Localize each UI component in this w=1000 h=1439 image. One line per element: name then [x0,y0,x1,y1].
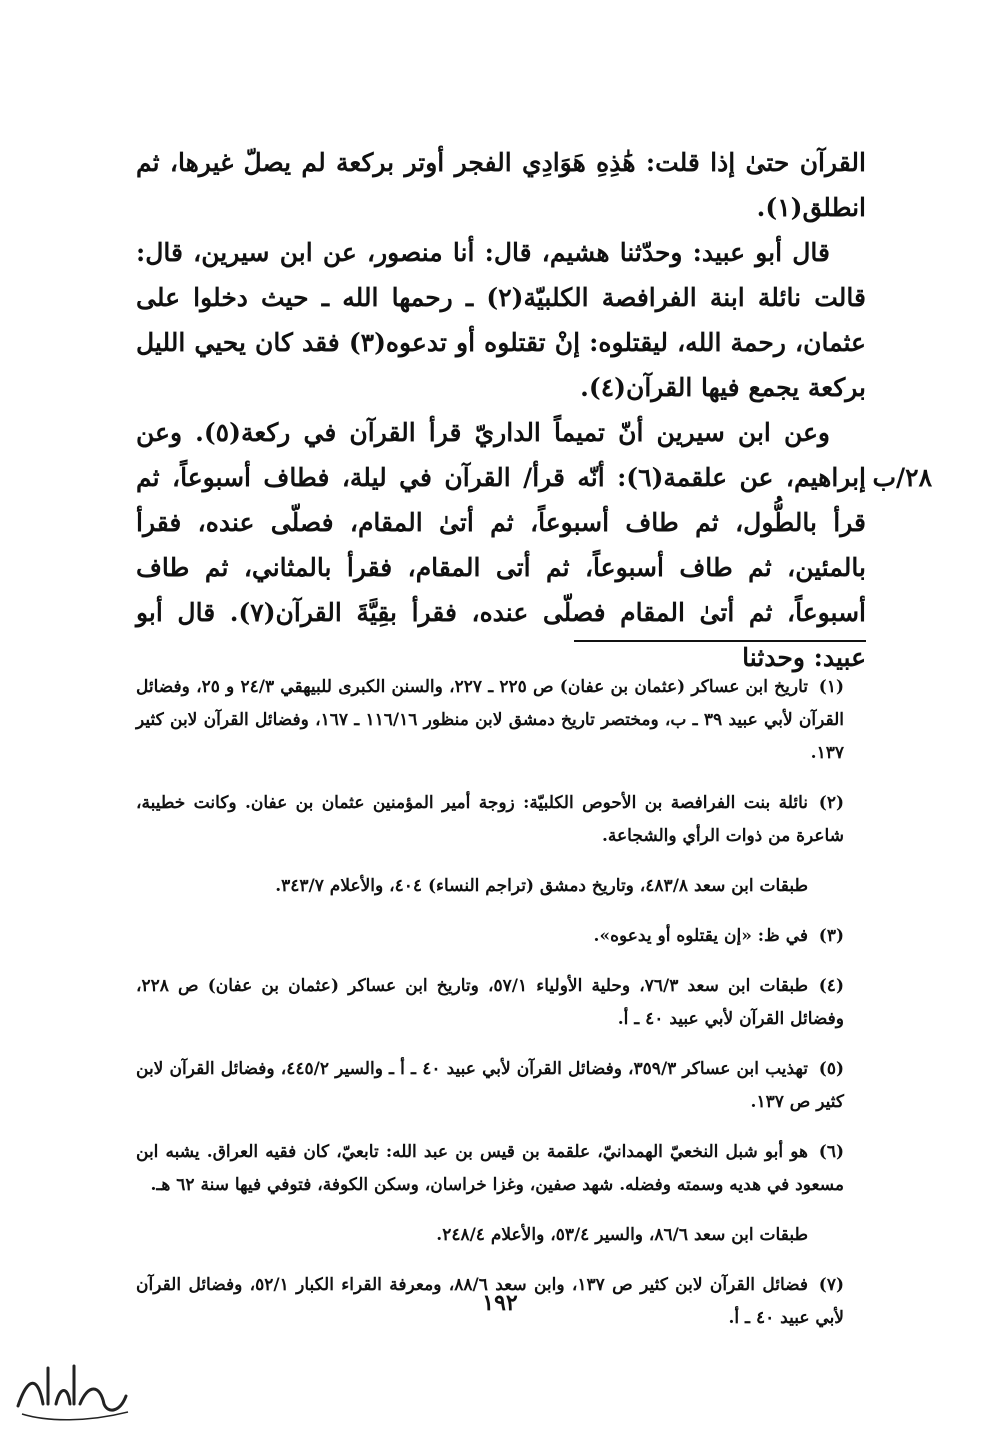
manuscript-folio-marker: ٢٨/ب [872,463,932,492]
footnote-text: طبقات ابن سعد ٨٦/٦، والسير ٥٣/٤، والأعلام ٢٤٨/٤. [436,1225,808,1245]
footnote-number: (١) [818,677,844,697]
footnote-text: تاريخ ابن عساكر (عثمان بن عفان) ص ٢٢٥ ـ ٢٢٧، والسنن الكبرى للبيهقي ٢٤/٣ و ٢٥، وفضائل القرآن لأبي عبيد ٣٩ ـ ب، ومختصر تاريخ دمشق لابن منظور ١١٦/١٦ ـ ١٦٧، وفضائل القرآن لابن كثير ١٣٧. [136,677,844,763]
footnote-3 [136,920,844,953]
main-text [136,140,866,680]
footnote-number: (٤) [818,976,844,996]
footnote-number: (٦) [818,1142,844,1162]
footnote-text: طبقات ابن سعد ٧٦/٣، وحلية الأولياء ٥٧/١، وتاريخ ابن عساكر (عثمان بن عفان) ص ٢٢٨، وفضائل القرآن لأبي عبيد ٤٠ ـ أ. [136,976,844,1029]
footnote-1 [136,671,844,770]
footnote-text: هو أبو شبل النخعيّ الهمدانيّ، علقمة بن قيس بن عبد الله: تابعيّ، كان فقيه العراق. يشبه ابن مسعود في هديه وسمته وفضله. شهد صفين، وغزا خراسان، وسكن الكوفة، فتوفي فيها سنة ٦٢ هـ. [136,1142,844,1195]
footnote-text: في ظ: «إن يقتلوه أو يدعوه». [593,926,808,946]
page-number: ١٩٢ [482,1290,518,1316]
footnote-6 [136,1136,844,1252]
footnote-separator [574,640,866,642]
footnote-number: (٥) [818,1059,844,1079]
footnote-2 [136,787,844,903]
footnote-text: تهذيب ابن عساكر ٣٥٩/٣، وفضائل القرآن لأبي عبيد ٤٠ ـ أ ـ والسير ٤٤٥/٢، وفضائل القرآن لابن كثير ص ١٣٧. [136,1059,844,1112]
footnotes [136,654,844,1352]
footnote-text: فضائل القرآن لابن كثير ص ١٣٧، وابن سعد ٨٨/٦، ومعرفة القراء الكبار ٥٢/١، وفضائل القرآن لأبي عبيد ٤٠ ـ أ. [136,1275,844,1328]
paragraph-1: القرآن حتىٰ إذا قلت: هَٰذِهِ هَوَادِي الفجر أوتر بركعة لم يصلّ غيرها، ثم انطلق(١). [136,148,866,222]
footnote-text: نائلة بنت الفرافصة بن الأحوص الكلبيّة: زوجة أمير المؤمنين عثمان بن عفان. وكانت خطيبة، شاعرة من ذوات الرأي والشجاعة. [136,793,844,846]
footnote-number: (٧) [818,1275,845,1295]
footnote-4 [136,970,844,1036]
footnote-number: (٣) [818,926,844,946]
footnote-text: طبقات ابن سعد ٤٨٣/٨، وتاريخ دمشق (تراجم النساء) ٤٠٤، والأعلام ٣٤٣/٧. [275,876,808,896]
paragraph-2: قال أبو عبيد: وحدّثنا هشيم، قال: أنا منصور، عن ابن سيرين، قال: قالت نائلة ابنة الفرافصة الكلبيّة(٢) ـ رحمها الله ـ حيث دخلوا على عثمان، رحمة الله، ليقتلوه: إنْ تقتلوه أو تدعوه(٣) فقد كان يحيي الليل بركعة يجمع فيها القرآن(٤). [136,238,866,402]
footnote-number: (٢) [818,793,845,813]
footnote-5 [136,1053,844,1119]
paragraph-3: وعن ابن سيرين أنّ تميماً الداريّ قرأ القرآن في ركعة(٥). وعن إبراهيم، عن علقمة(٦): أنّه قرأ/ القرآن في ليلة، فطاف أسبوعاً، ثم قرأ بالطُّول، ثم طاف أسبوعاً، ثم أتىٰ المقام، فصلّى عنده، فقرأ بالمئين، ثم طاف أسبوعاً، ثم أتى المقام، فقرأ بالمثاني، ثم طاف أسبوعاً، ثم أتىٰ المقام فصلّى عنده، فقرأ بقِيَّةَ القرآن(٧). قال أبو عبيد: وحدثنا [136,418,866,672]
calligraphy-logo-icon [8,1356,138,1426]
